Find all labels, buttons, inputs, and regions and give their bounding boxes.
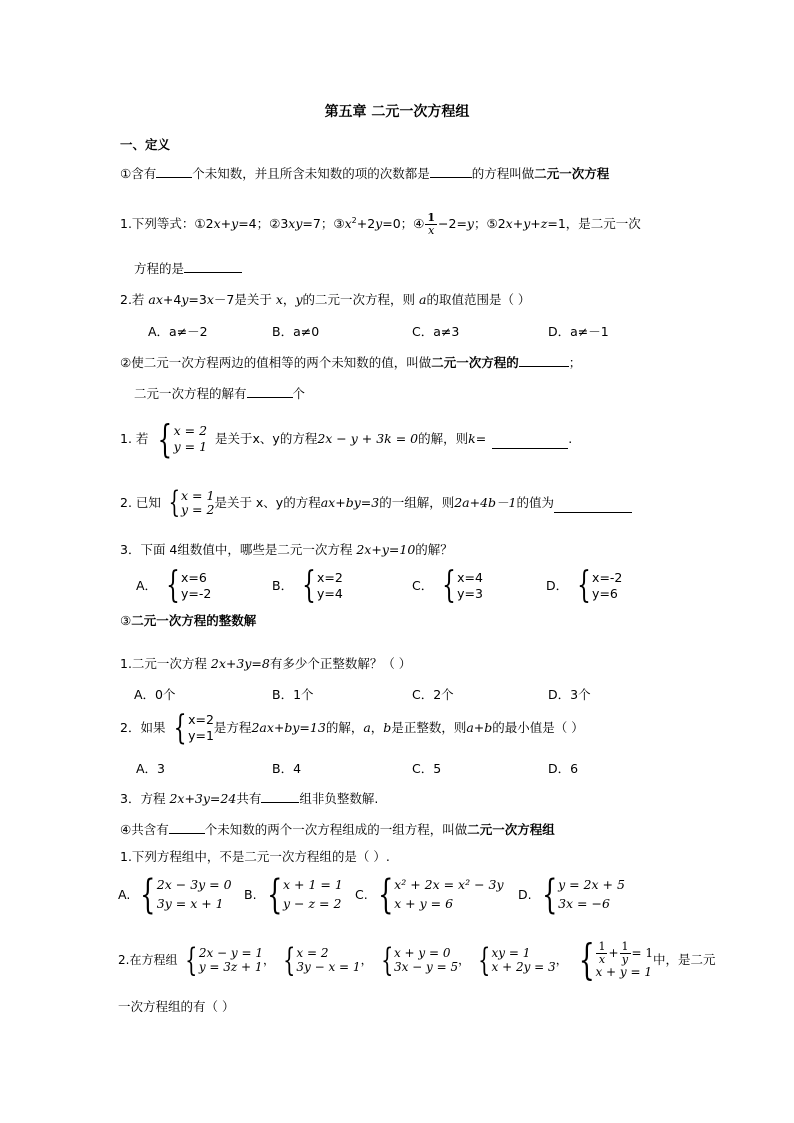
option-d[interactable]: D．3个 [548,687,591,702]
text-segment: z [540,216,548,232]
text-segment: =3 [188,292,207,307]
text-segment: B. [244,887,257,902]
equation-system-2: { x = 2 3y − x = 1 [283,941,361,979]
text-segment: + [608,945,619,960]
text-segment: x [428,224,435,238]
text-segment: + [220,216,232,232]
text-segment: +2 [356,216,376,232]
text-segment: 3y = x + 1 [156,896,224,911]
text-segment: 2. 已知 [120,495,161,510]
left-brace: { [266,872,283,918]
text-segment: y [375,216,383,232]
text-segment: ax+by=3 [320,495,380,510]
text-segment: xy = 1 [491,945,531,960]
fraction [596,941,607,966]
text-segment: 2.若 [120,292,149,307]
text-segment: 有多少个正整数解？（ ） [269,656,412,671]
text-segment: －7是关于 [213,292,276,307]
text-segment: x=4 [457,569,483,585]
text-segment: C． [412,578,434,593]
equation-system-4: { xy = 1 x + 2y = 3 [478,941,556,979]
question-10-continued: 一次方程组的有（ ） [118,999,235,1014]
blank-field[interactable] [261,802,299,803]
blank-field[interactable] [519,366,569,367]
equation-system-1: { 2x − y = 1 y = 3z + 1 [185,941,263,979]
blank-field[interactable] [554,494,632,513]
text-segment: 是正整数，则 [391,720,467,735]
text-segment: x=2 [188,711,214,727]
text-segment: y [231,216,239,232]
question-6 [120,655,411,673]
text-segment: 中，是二元 [653,952,716,967]
text-segment: A． [136,578,158,593]
text-segment: 2ax+by=13 [251,720,326,735]
left-brace: { [168,485,180,520]
text-segment: ， [370,720,384,735]
text-segment: =0；④ [382,216,425,232]
text-segment: . [568,431,573,446]
question-10 [118,936,716,984]
text-segment: 二元一次方程的 [431,355,519,370]
text-segment: 2 [351,216,357,225]
equation-system-3: { x + y = 0 3x − y = 5 [380,941,459,979]
text-segment: 2x+3y=24 [169,791,237,806]
text-segment: y [295,292,303,307]
text-segment: 3．方程 [120,791,170,806]
option-a[interactable]: A．0个 [134,687,176,702]
option-a[interactable]: A．a≠－2 [148,324,208,339]
text-segment: 3y − x = 1 [296,960,361,974]
text-segment: A. [118,887,131,902]
text-segment: + [512,216,524,232]
blank-field[interactable] [492,430,568,449]
text-segment: x + y = 1 [595,965,652,979]
text-segment: y = 2x + 5 [558,877,625,893]
text-segment: y [181,292,189,307]
text-segment: ；⑤2 [473,216,506,232]
text-segment: ； [568,355,582,370]
text-segment: y − z = 2 [283,896,342,911]
text-segment: = 1 [631,945,654,960]
text-segment: +4 [162,292,182,307]
text-segment: 1. 若 [120,431,149,446]
text-segment: ， [263,953,276,967]
text-segment: D． [546,578,569,593]
option-d[interactable]: D．a≠－1 [548,324,609,339]
text-segment: b [383,720,392,735]
question-8 [120,790,378,808]
blank-field[interactable] [156,177,192,178]
text-segment: 的二元一次方程，则 [302,292,419,307]
option-b[interactable]: B．1个 [272,687,314,702]
text-segment: ③ [120,613,132,628]
text-segment: x [344,216,352,232]
fraction [425,212,437,237]
text-segment: y=1 [188,728,214,743]
text-segment: 1 [598,939,606,953]
text-segment: 二元一次方程的整数解 [131,613,257,628]
option-c[interactable]: C．a≠3 [412,324,460,339]
text-segment: 的解？ [415,542,453,557]
text-segment: 1 [427,211,436,225]
text-segment: k [468,431,476,446]
text-segment: x² + 2x = x² − 3y [394,877,504,893]
text-segment: 二元一次方程的解有 [134,386,247,401]
option-c[interactable] [355,872,504,918]
text-segment: 3．下面 4组数值中，哪些是二元一次方程 [120,542,357,557]
text-segment: x = 2 [173,422,208,438]
blank-field[interactable] [184,272,242,273]
text-segment: 3x = −6 [558,896,610,911]
equation-system [148,417,208,461]
option-b[interactable] [244,872,343,918]
equation-system-5: { $\frac{1}{x}$ + $\frac{1}{y}$ = 1 x + y = 1 [578,935,654,984]
text-segment: 1.二元一次方程 [120,656,211,671]
text-segment: x = 2 [296,945,329,960]
text-segment: ， [282,292,296,307]
text-segment: y = 3z + 1 [198,960,263,974]
question-3 [120,418,572,460]
text-segment: ax [148,292,163,307]
text-segment: a+b [466,720,493,735]
text-segment: 2x − y = 1 [198,945,263,960]
question-9: 1.下列方程组中，不是二元一次方程组的是（ ）. [120,849,390,864]
text-segment: 二元一次方程组 [467,822,555,837]
text-segment: x + 2y = 3 [491,960,556,974]
text-segment: y=-2 [180,586,212,601]
question-1 [120,212,641,237]
option-a[interactable] [118,872,232,918]
option-c[interactable] [412,566,483,606]
question-4 [120,486,632,520]
text-segment: 2．如果 [120,720,166,735]
text-segment: 的最小值是（ ） [492,720,584,735]
text-segment: C. [355,887,368,902]
page-title: 第五章 二元一次方程组 [324,104,470,120]
text-segment: D. [518,887,532,902]
left-brace: { [158,417,173,461]
text-segment: −2= [438,216,467,232]
left-brace: { [577,565,592,606]
text-segment: 3x − y = 5 [393,960,459,974]
text-segment: x + y = 0 [393,945,451,960]
left-brace: { [377,872,394,918]
left-brace: { [166,565,180,606]
text-segment: 2x+3y=8 [210,656,270,671]
text-segment: 2x − y + 3k = 0 [317,431,419,446]
text-segment: =7；③ [302,216,345,232]
definition-2-continued [134,385,305,403]
text-segment: 是关于x、y的方程 [215,431,318,446]
blank-field[interactable] [247,397,293,398]
text-segment: 的解， [325,720,364,735]
text-segment: ， [458,953,471,967]
term-bold: 二元一次方程 [534,166,610,181]
text-segment: y=6 [592,586,618,601]
text-segment: x + 1 = 1 [283,877,343,893]
text-segment: = [475,431,487,446]
left-brace: { [302,565,316,606]
text-segment: y = 2 [181,502,215,517]
text-segment: ， [360,953,373,967]
blank-field[interactable] [169,833,205,834]
option-b[interactable] [272,566,343,606]
text-segment: x [213,216,221,232]
text-segment: y = 1 [173,439,208,454]
text-segment: xy [288,216,303,232]
text-segment: a [363,720,371,735]
text-segment: y=4 [316,586,343,601]
left-brace: { [442,565,457,606]
blank-field[interactable] [430,177,472,178]
option-b[interactable]: B．4 [272,761,302,776]
text-segment: 是关于 x、y的方程 [214,495,321,510]
option-a[interactable]: A．3 [136,761,166,776]
fraction [620,941,631,966]
text-segment: =4；②3 [238,216,289,232]
text-segment: 1.下列等式：①2 [120,216,214,232]
text-segment: x [206,292,214,307]
text-segment: y [466,216,474,232]
option-a[interactable] [136,566,211,606]
text-segment: 的解，则 [418,431,469,446]
text-segment: y=3 [457,586,483,601]
text-segment: x [598,952,606,966]
text-segment: 2.在方程组 [118,953,178,967]
text-segment: x + y = 6 [394,896,454,911]
text-segment: 的值为 [516,495,555,510]
left-brace: { [541,872,558,918]
option-d[interactable] [518,872,625,918]
text-segment: + [530,216,541,232]
definition-2 [120,354,581,372]
text-segment: 1 [621,939,629,953]
text-segment: x=2 [316,569,343,585]
text-segment: x=-2 [592,569,623,585]
text-segment: 组非负整数解. [299,791,379,806]
definition-4 [120,821,555,839]
text-segment: 2a+4b－1 [454,495,517,510]
question-5 [120,541,453,559]
definition-1 [120,165,609,183]
section-heading-definition: 一、定义 [120,137,171,152]
text-segment: 方程的是 [134,261,185,276]
text-segment: 个 [292,386,306,401]
question-2 [120,291,530,309]
text-segment: x [275,292,283,307]
option-d[interactable]: D．6 [548,761,579,776]
question-1-continued [134,260,242,278]
text-segment: 2x − 3y = 0 [156,877,232,893]
text-segment: x [505,216,513,232]
text-segment: x=6 [180,569,207,585]
left-brace: { [140,872,156,918]
left-brace: { [174,708,188,748]
equation-system [161,485,215,520]
text-segment: B． [272,578,294,593]
text-segment: =1，是二元一次 [547,216,641,232]
text-segment: y [523,216,531,232]
text-segment: ④共含有 [120,822,169,837]
text-segment: 2x+y=10 [356,542,416,557]
text: 个未知数，并且所含未知数的项的次数都是 [192,166,430,181]
text: 的方程叫做 [471,166,535,181]
text-segment: ②使二元一次方程两边的值相等的两个未知数的值，叫做 [120,355,432,370]
question-7 [120,708,584,748]
text-segment: 的取值范围是（ ） [426,292,531,307]
text-segment: 是方程 [213,720,252,735]
option-c[interactable]: C．2个 [412,687,454,702]
text-segment: 的一组解，则 [379,495,455,510]
text-segment: 共有 [236,791,262,806]
option-c[interactable]: C．5 [412,761,442,776]
text-segment: 个未知数的两个一次方程组成的一组方程，叫做 [204,822,468,837]
text-segment: x = 1 [181,487,215,503]
option-b[interactable]: B．a≠0 [272,324,320,339]
text: ①含有 [120,166,157,181]
text-segment: y [621,952,629,966]
option-d[interactable] [546,566,622,606]
text-segment: ， [555,953,568,967]
text-segment: a [418,292,427,307]
definition-3 [120,612,256,630]
